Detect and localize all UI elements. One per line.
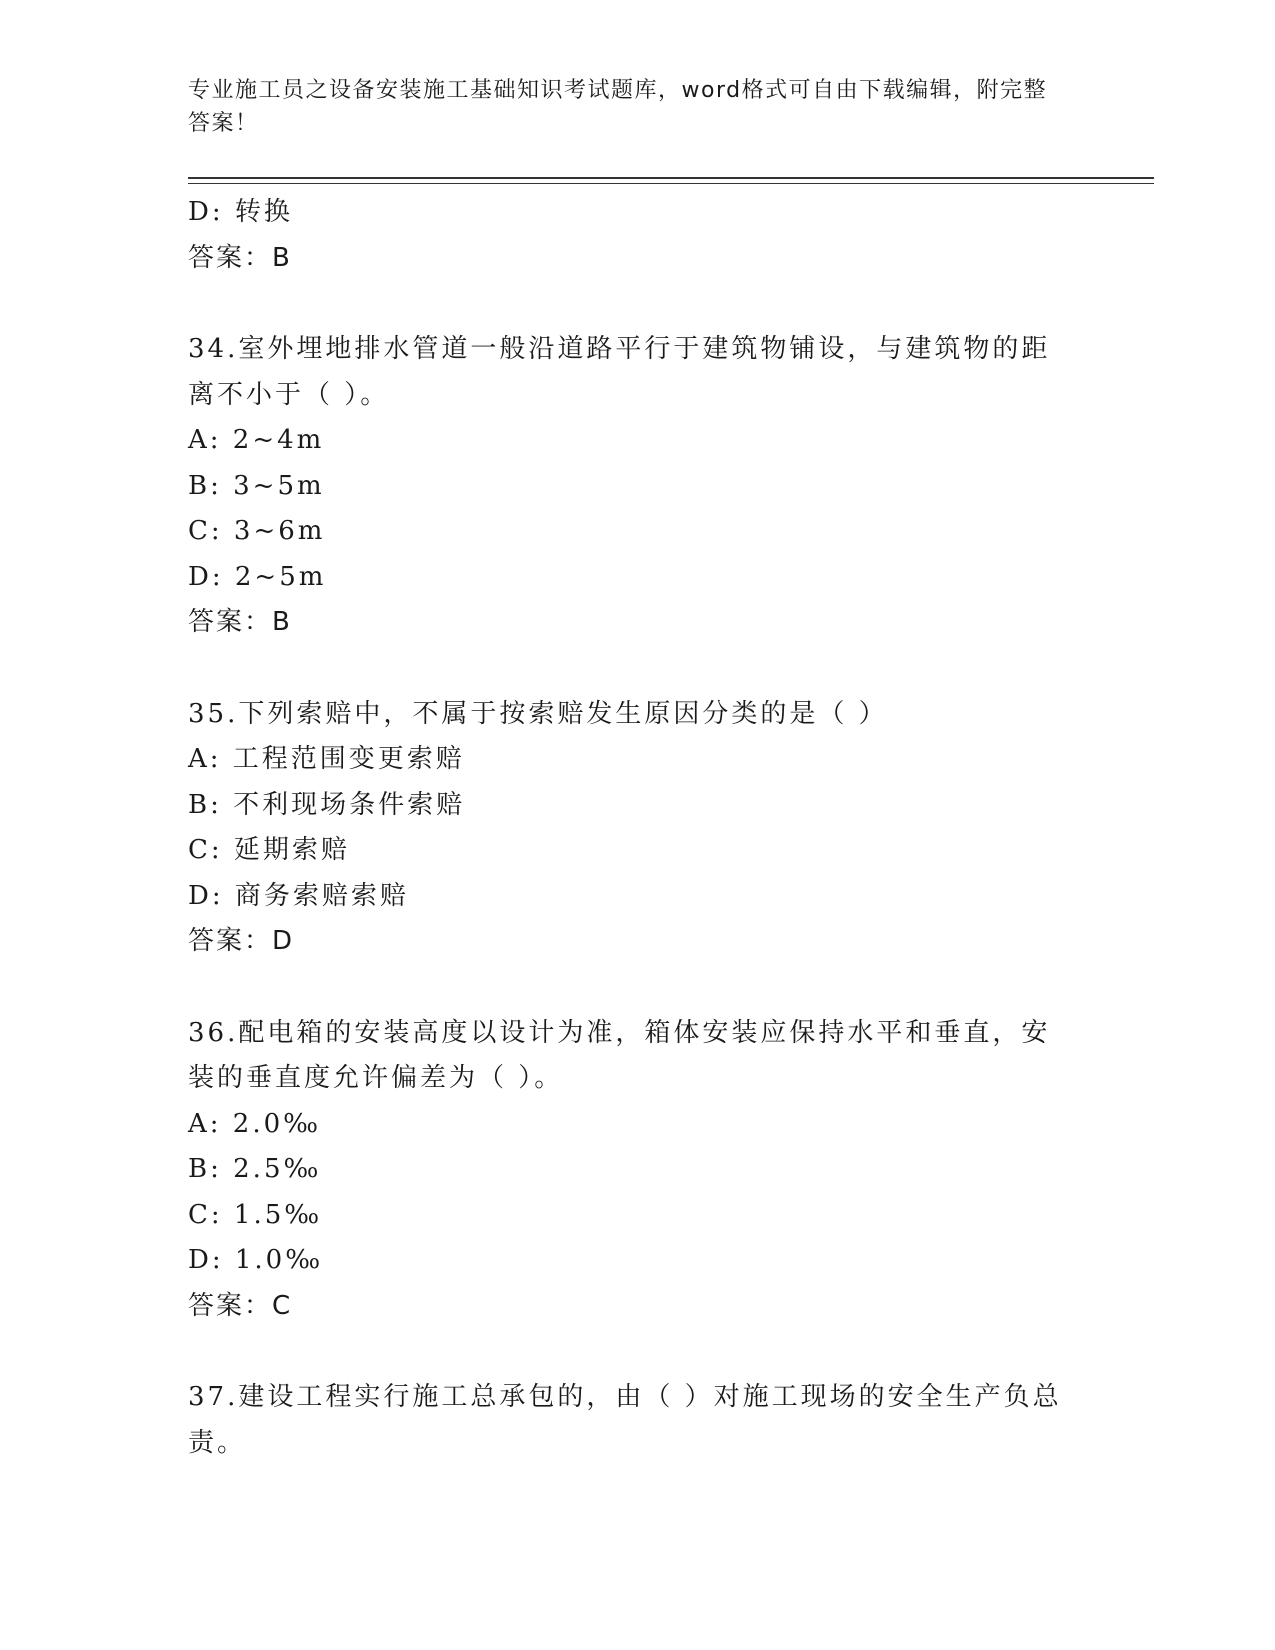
document-header: 专业施工员之设备安装施工基础知识考试题库，word格式可自由下载编辑，附完整答案！	[188, 78, 1048, 136]
spacer	[188, 1329, 1088, 1375]
option-c: C: 3~6m	[188, 516, 326, 546]
header-rule-thin	[188, 183, 1154, 184]
option-c: C: 1.5‰	[188, 1199, 323, 1230]
question-block-34	[188, 327, 1088, 646]
question-text: 36.配电箱的安装高度以设计为准，箱体安装应保持水平和垂直，安装的垂直度允许偏差为（ ）。	[188, 1017, 1051, 1093]
question-text: 37.建设工程实行施工总承包的，由（ ）对施工现场的安全生产负总责。	[188, 1382, 1062, 1458]
spacer	[188, 646, 1088, 692]
option-c: C: 延期索赔	[188, 835, 350, 865]
option-b: B: 不利现场条件索赔	[188, 789, 466, 820]
option-b: B: 2.5‰	[188, 1154, 322, 1184]
option-d: D: 1.0‰	[188, 1245, 324, 1275]
option-d: D: 商务索赔索赔	[188, 880, 409, 911]
question-block-35	[188, 692, 1088, 965]
question-list	[188, 190, 1088, 1466]
question-text: 35.下列索赔中，不属于按索赔发生原因分类的是（ ）	[188, 698, 888, 729]
question-text: 34.室外埋地排水管道一般沿道路平行于建筑物铺设，与建筑物的距离不小于（ ）。	[188, 334, 1051, 410]
answer-text: 答案：C	[188, 1290, 293, 1321]
spacer	[188, 965, 1088, 1011]
option-d: D: 2~5m	[188, 561, 327, 592]
answer-text: 答案：B	[188, 607, 292, 637]
question-block-37	[188, 1375, 1088, 1466]
question-block-36	[188, 1011, 1088, 1330]
option-b: B: 3~5m	[188, 470, 325, 501]
question-block-33	[188, 190, 1088, 281]
spacer	[188, 281, 1088, 327]
option-a: A: 2~4m	[188, 425, 325, 455]
answer-text: 答案：D	[188, 926, 295, 956]
option-d: D: 转换	[188, 197, 293, 227]
header-rule-thick	[188, 177, 1154, 179]
answer-text: 答案：B	[188, 242, 292, 273]
option-a: A: 2.0‰	[188, 1108, 322, 1139]
option-a: A: 工程范围变更索赔	[188, 744, 465, 774]
